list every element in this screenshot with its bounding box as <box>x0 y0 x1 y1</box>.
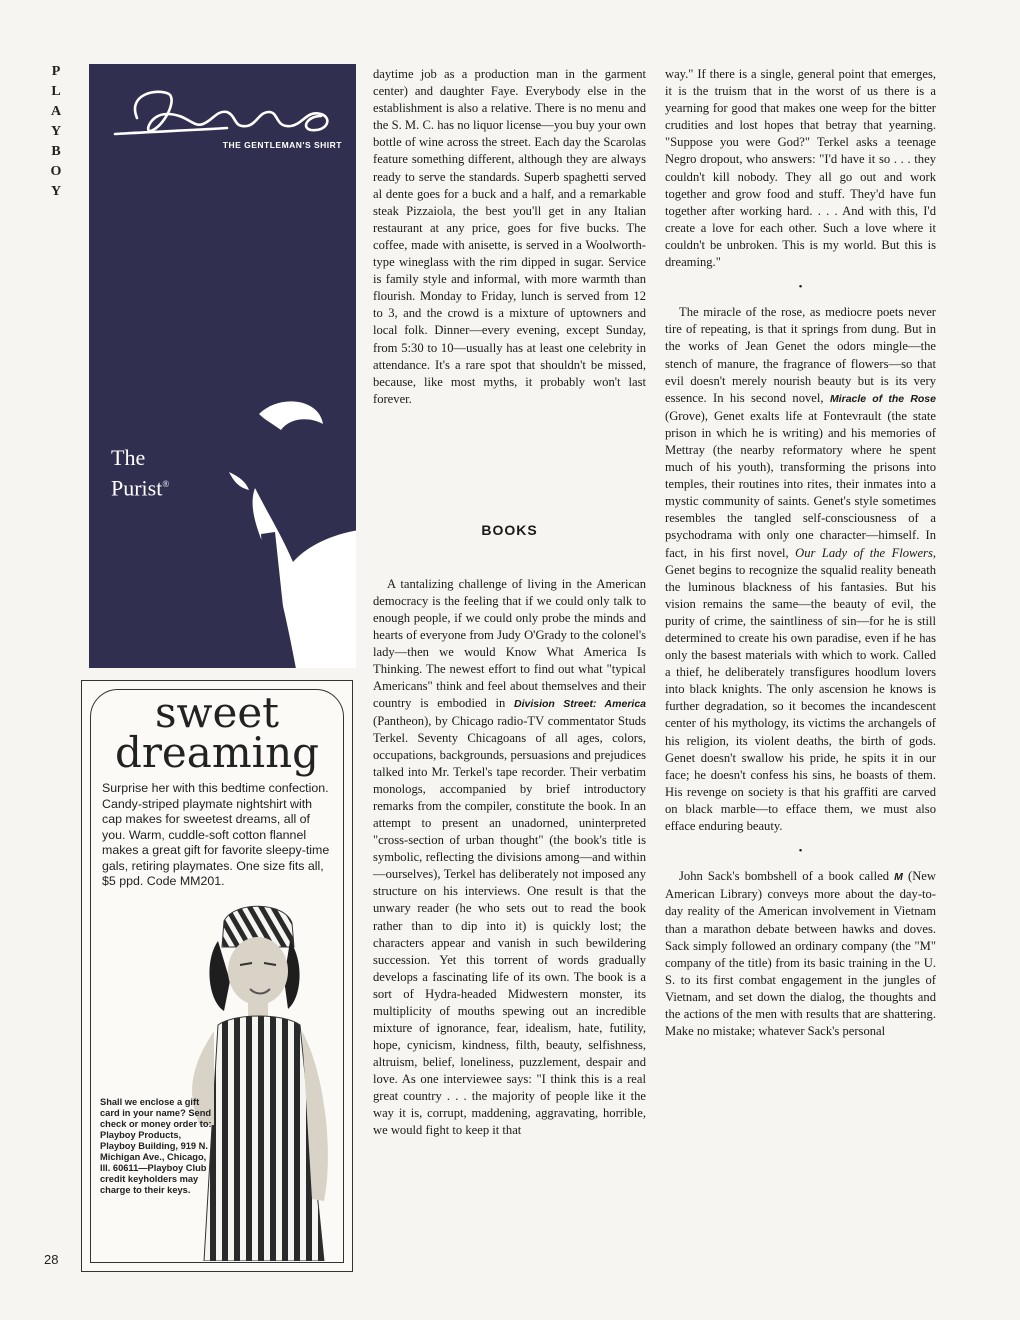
book-title-miracle-of-the-rose: Miracle of the Rose <box>829 392 936 405</box>
sweet-dreaming-headline <box>82 688 352 777</box>
review-paragraph: daytime job as a production man in the garment center) and daughter Faye. Everybody else in the establishment is also a relative. There is no menu and the S. M. C. has no liquor license—you buy your own bottle of wine across the street. Each day the Scarolas feature something different, although they are always ready to serve the standards. Superb spaghetti served al dente goes for a buck and a half, and a remarkable steak Pizzaiola, the best you'll get in any Italian restaurant at any price, goes for five bucks. The coffee, made with anisette, is served in a Woolworth-type wineglass with the rim dipped in sugar. Service is family style and informal, with more warmth than flourish. Monday to Friday, lunch is served from 12 to 3, and the crowd is a mixture of uptowners and local folk. Dinner—every evening, except Sunday, from 5:30 to 10—usually has at least one celebrity in attendance. It's a rare spot that shouldn't be missed, because, like most myths, it probably won't last forever. <box>373 67 646 406</box>
sero-product-line2: Purist <box>111 475 163 501</box>
book-title-m: M <box>894 871 903 884</box>
masthead-letter: Y <box>50 124 68 139</box>
review-text: , Genet begins to recognize the squalid reality beneath the luminous blackness of his fantasies. But his vision remains the same—the beauty of evil, the purity of crime, the saintliness of sin—for he is still determined to create his own paradise, even if he has only the basest materials with which to work. Called a thief, he deliberately transfigures hoodlum lovers into black knights. The only ascension he knows is further degradation, so it becomes the incandescent center of his mythology, its victims the archangels of his religion, its violent deaths, the birth of gods. Genet doesn't swallow his pride, he spits it in our face; he doesn't confess his sins, he boasts of them. His revenge on society is that his graffiti are carved on black marble—to efface them, we must also efface enduring beauty. <box>665 545 936 834</box>
headline-line2: dreaming <box>114 728 320 777</box>
headline-line1: sweet <box>154 688 280 737</box>
book-title-our-lady-of-the-flowers: Our Lady of the Flowers <box>795 545 933 560</box>
sack-review <box>665 868 936 1040</box>
trademark-symbol: ® <box>162 479 170 489</box>
review-text: A tantalizing challenge of living in the American democracy is the feeling that if we could only talk to enough people, if we could only probe the minds and hearts of everyone from Judy O'Grady to the colonel's lady—then we would Know What America Is Thinking. The newest effort to find out what "typical Americans" think and feel about themselves and their country is embodied in <box>373 576 646 710</box>
sero-tagline: THE GENTLEMAN'S SHIRT <box>222 140 342 150</box>
review-text: The miracle of the rose, as mediocre poets never tire of repeating, is that it springs from dung. But in the works of Jean Genet the odors mingle—the stench of manure, the fragrance of flowers—so that evil doesn't merely nourish beauty but is its very essence. In his second novel, <box>665 305 936 405</box>
masthead-letter: A <box>50 104 68 119</box>
books-column-right <box>665 66 936 1040</box>
review-text: (Grove), Genet exalts life at Fontevrault (the state prison in which he is writing) and his memories of Mettray (the nearby reformatory where he spent much of his youth), transforming the prisons into temples, their routines into rites, their inmates into a mystic community of saints. Genet's style sometimes resembles the tangled self-consciousness of a psychodrama with only one character—himself. In fact, in his first novel, <box>665 408 936 560</box>
sero-advertisement <box>89 64 356 668</box>
books-section-heading: BOOKS <box>481 522 538 538</box>
page-number: 28 <box>44 1252 59 1267</box>
section-bullet: • <box>798 845 803 858</box>
sero-script-logo <box>107 84 342 144</box>
genet-review <box>665 304 936 835</box>
masthead-letter: L <box>51 84 67 99</box>
masthead-letter: O <box>50 164 68 179</box>
masthead-letter: P <box>51 64 67 79</box>
books-column-middle <box>373 563 646 1152</box>
vertical-masthead <box>44 62 74 242</box>
review-text: (New American Library) conveys more about the day-to-day reality of the American involvement in Vietnam than a marathon debate between hawks and doves. Sack simply followed an ordinary company (the "M" company of the title) from its basic training in the U. S. to its first combat engagement in the jungles of Vietnam, and set down the dialog, the thoughts and the actions of the men with results that are shattering. Make no mistake; whatever Sack's personal <box>665 869 936 1039</box>
division-street-review-continued: way." If there is a single, general point that emerges, it is the truism that in the worst of us there is a yearning for good that makes one weep for the bitter crudities and lost hopes that betray that yearning. "Suppose you were God?" Terkel asks a teenage Negro dropout, who answers: "I'd have it so . . . they couldn't kill nobody. They all go out and work together and grow food and stuff. They'd have fun together after working hard. . . . And with this, I'd create a love for each other. Such a love where it couldn't be unbroken. This is my world. But this is dreaming." <box>665 67 936 270</box>
sweet-dreaming-advertisement <box>81 680 353 1272</box>
division-street-review <box>373 576 646 1140</box>
woman-in-striped-nightshirt-photo <box>174 901 344 1261</box>
man-silhouette-illustration <box>189 384 356 668</box>
section-bullet: • <box>798 281 803 294</box>
sweet-dreaming-body: Surprise her with this bedtime confection. Candy-striped playmate nightshirt with cap makes for sweetest dreams, all of you. Warm, cuddle-soft cotton flannel makes a great gift for favorite sleepy-time gals, retiring playmates. One size fits all, $5 ppd. Code MM201. <box>102 781 330 888</box>
masthead-letter: B <box>51 144 67 159</box>
book-title-division-street: Division Street: America <box>513 697 646 710</box>
order-instructions: Shall we enclose a gift card in your name? Send check or money order to: Playboy Products, Playboy Building, 919 N. Michigan Ave., Chicago, Ill. 60611—Playboy Club credit keyholders may charge to their keys. <box>100 1097 212 1195</box>
sero-product-name <box>111 444 169 501</box>
restaurant-review-continuation <box>373 66 646 408</box>
review-text: John Sack's bombshell of a book called <box>679 869 895 884</box>
sero-product-line1: The <box>111 445 146 470</box>
review-text: (Pantheon), by Chicago radio-TV commentator Studs Terkel. Seventy Chicagoans of all ages, colors, occupations, backgrounds, persuasions and prejudices talked into Mr. Terkel's tape recorder. Their verbatim monologs, accompanied by brief introductory remarks from the compiler, constitute the book. In an attempt to present an unadorned, uninterpreted "cross-section of urban thought" (the book's title is symbolic, reflecting the divisions among—and within—ourselves), Terkel has deliberately not imposed any structure on his interviews. One result is that the unwary reader (he who sets out to read the book rather than to dip into it) is quickly lost; the characters appear and vanish in such bewildering succession. Yet this torrent of words gradually develops a fascinating life of its own. The book is a sort of Hydra-headed Midwestern monster, its multiplicity of mouths spewing out an incredible mixture of ignorance, fear, idealism, hate, futility, hope, cynicism, kindness, filth, beauty, selfishness, altruism, belief, loneliness, puzzlement, despair and love. As one interviewee says: "I think this is a real great country . . . the majority of people like it the way it is, corrupt, maddening, aggravating, horrible, we would fight to keep it that <box>373 713 646 1138</box>
masthead-letter: Y <box>50 184 68 199</box>
